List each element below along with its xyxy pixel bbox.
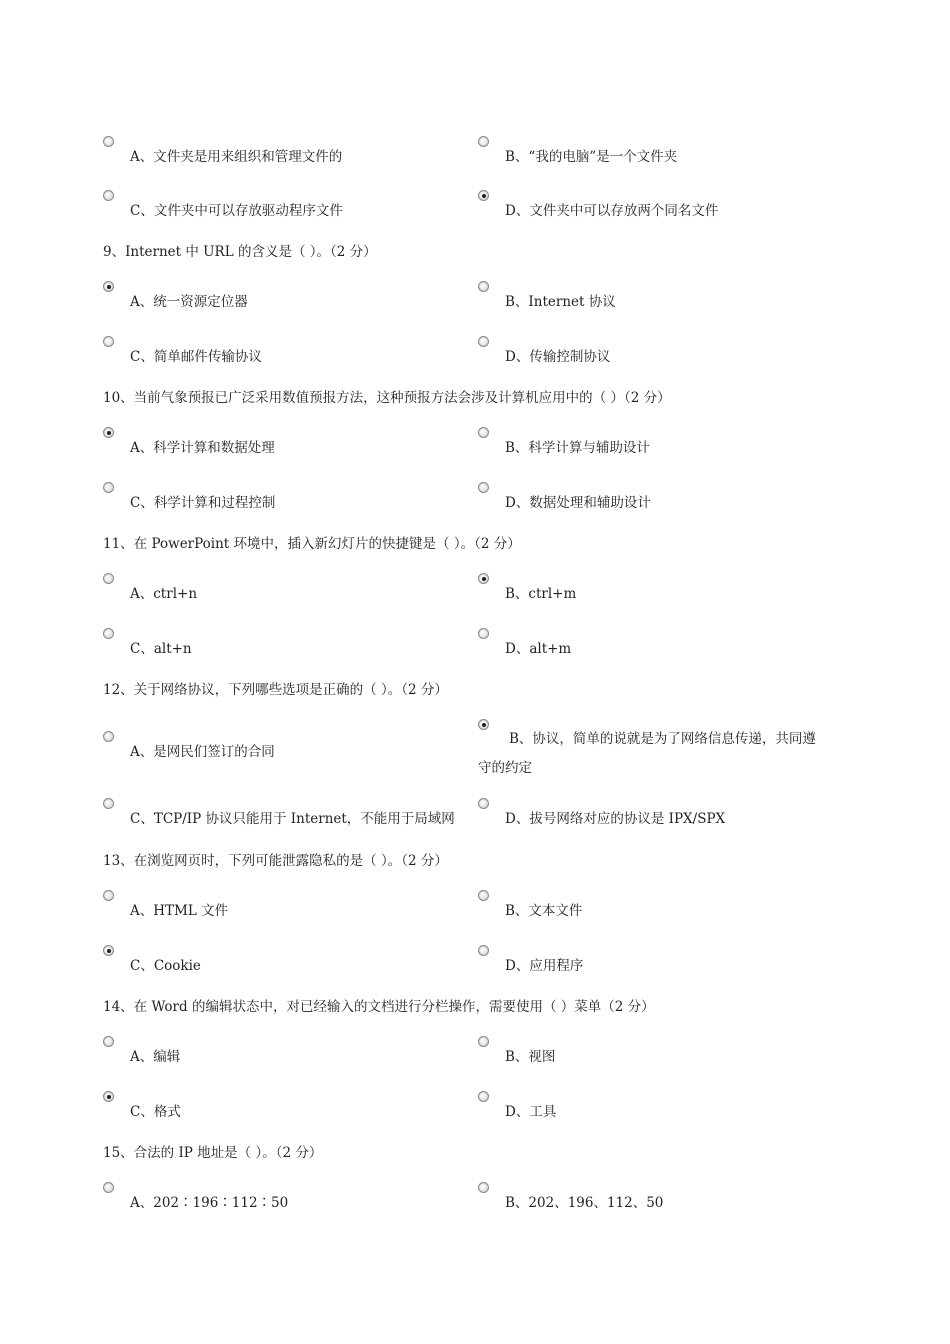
question-12-title: 12、关于网络协议，下列哪些选项是正确的（ ）。（2 分） <box>103 682 448 698</box>
radio-icon[interactable] <box>103 482 114 493</box>
option-label: B、协议，简单的说就是为了网络信息传递，共同遵守的约定 <box>478 731 816 776</box>
option-label: A、202∶196∶112∶50 <box>130 1195 289 1211</box>
question-11-title: 11、在 PowerPoint 环境中，插入新幻灯片的快捷键是（ ）。（2 分） <box>103 536 521 552</box>
option-label: D、传输控制协议 <box>505 349 611 365</box>
radio-icon[interactable] <box>103 136 114 147</box>
radio-icon[interactable] <box>478 281 489 292</box>
radio-icon[interactable] <box>478 798 489 809</box>
question-10-title: 10、当前气象预报已广泛采用数值预报方法，这种预报方法会涉及计算机应用中的（ ）（2 分） <box>103 390 671 406</box>
radio-checked-icon[interactable] <box>478 573 489 584</box>
radio-icon[interactable] <box>103 1036 114 1047</box>
option-label: C、TCP/IP 协议只能用于 Internet，不能用于局域网 <box>130 811 455 827</box>
option-label: D、拔号网络对应的协议是 IPX/SPX <box>505 811 726 827</box>
radio-icon[interactable] <box>478 482 489 493</box>
radio-icon[interactable] <box>103 890 114 901</box>
radio-icon[interactable] <box>103 731 114 742</box>
radio-icon[interactable] <box>478 136 489 147</box>
radio-checked-icon[interactable] <box>103 945 114 956</box>
question-15-title: 15、合法的 IP 地址是（ ）。（2 分） <box>103 1145 323 1161</box>
radio-checked-icon[interactable] <box>103 1091 114 1102</box>
option-label: A、HTML 文件 <box>130 903 229 919</box>
radio-checked-icon[interactable] <box>478 190 489 201</box>
radio-icon[interactable] <box>478 336 489 347</box>
option-label: B、文本文件 <box>505 903 583 919</box>
option-label: A、是网民们签订的合同 <box>130 744 275 760</box>
radio-icon[interactable] <box>103 1182 114 1193</box>
option-label: C、Cookie <box>130 958 201 974</box>
option-label: A、编辑 <box>130 1049 181 1065</box>
option-label: D、alt+m <box>505 641 572 657</box>
radio-icon[interactable] <box>478 945 489 956</box>
radio-icon[interactable] <box>103 628 114 639</box>
option-label: C、科学计算和过程控制 <box>130 495 276 511</box>
option-label: C、格式 <box>130 1104 181 1120</box>
radio-icon[interactable] <box>478 1091 489 1102</box>
option-label: C、简单邮件传输协议 <box>130 349 262 365</box>
option-label: A、科学计算和数据处理 <box>130 440 275 456</box>
radio-icon[interactable] <box>103 336 114 347</box>
radio-checked-icon[interactable] <box>103 281 114 292</box>
option-label: D、应用程序 <box>505 958 584 974</box>
radio-checked-icon[interactable] <box>103 427 114 438</box>
question-13-title: 13、在浏览网页时，下列可能泄露隐私的是（ ）。（2 分） <box>103 853 448 869</box>
option-label: B、Internet 协议 <box>505 294 616 310</box>
option-label: A、统一资源定位器 <box>130 294 248 310</box>
radio-icon[interactable] <box>103 573 114 584</box>
radio-icon[interactable] <box>478 1182 489 1193</box>
radio-icon[interactable] <box>103 190 114 201</box>
option-label: A、文件夹是用来组织和管理文件的 <box>130 149 343 165</box>
radio-icon[interactable] <box>103 798 114 809</box>
option-label: B、“我的电脑”是一个文件夹 <box>505 149 678 165</box>
radio-icon[interactable] <box>478 1036 489 1047</box>
option-label: B、ctrl+m <box>505 586 577 602</box>
option-label: D、工具 <box>505 1104 557 1120</box>
option-label: B、202、196、112、50 <box>505 1195 664 1211</box>
option-label: B、视图 <box>505 1049 556 1065</box>
option-label: D、文件夹中可以存放两个同名文件 <box>505 203 719 219</box>
option-label: C、alt+n <box>130 641 192 657</box>
radio-icon[interactable] <box>478 628 489 639</box>
option-label: B、科学计算与辅助设计 <box>505 440 650 456</box>
question-9-title: 9、Internet 中 URL 的含义是（ ）。（2 分） <box>103 244 377 260</box>
option-label: D、数据处理和辅助设计 <box>505 495 651 511</box>
option-label: C、文件夹中可以存放驱动程序文件 <box>130 203 343 219</box>
radio-icon[interactable] <box>478 890 489 901</box>
option-label: A、ctrl+n <box>130 586 198 602</box>
radio-icon[interactable] <box>478 427 489 438</box>
question-14-title: 14、在 Word 的编辑状态中，对已经输入的文档进行分栏操作，需要使用（ ）菜单（2 分） <box>103 999 655 1015</box>
